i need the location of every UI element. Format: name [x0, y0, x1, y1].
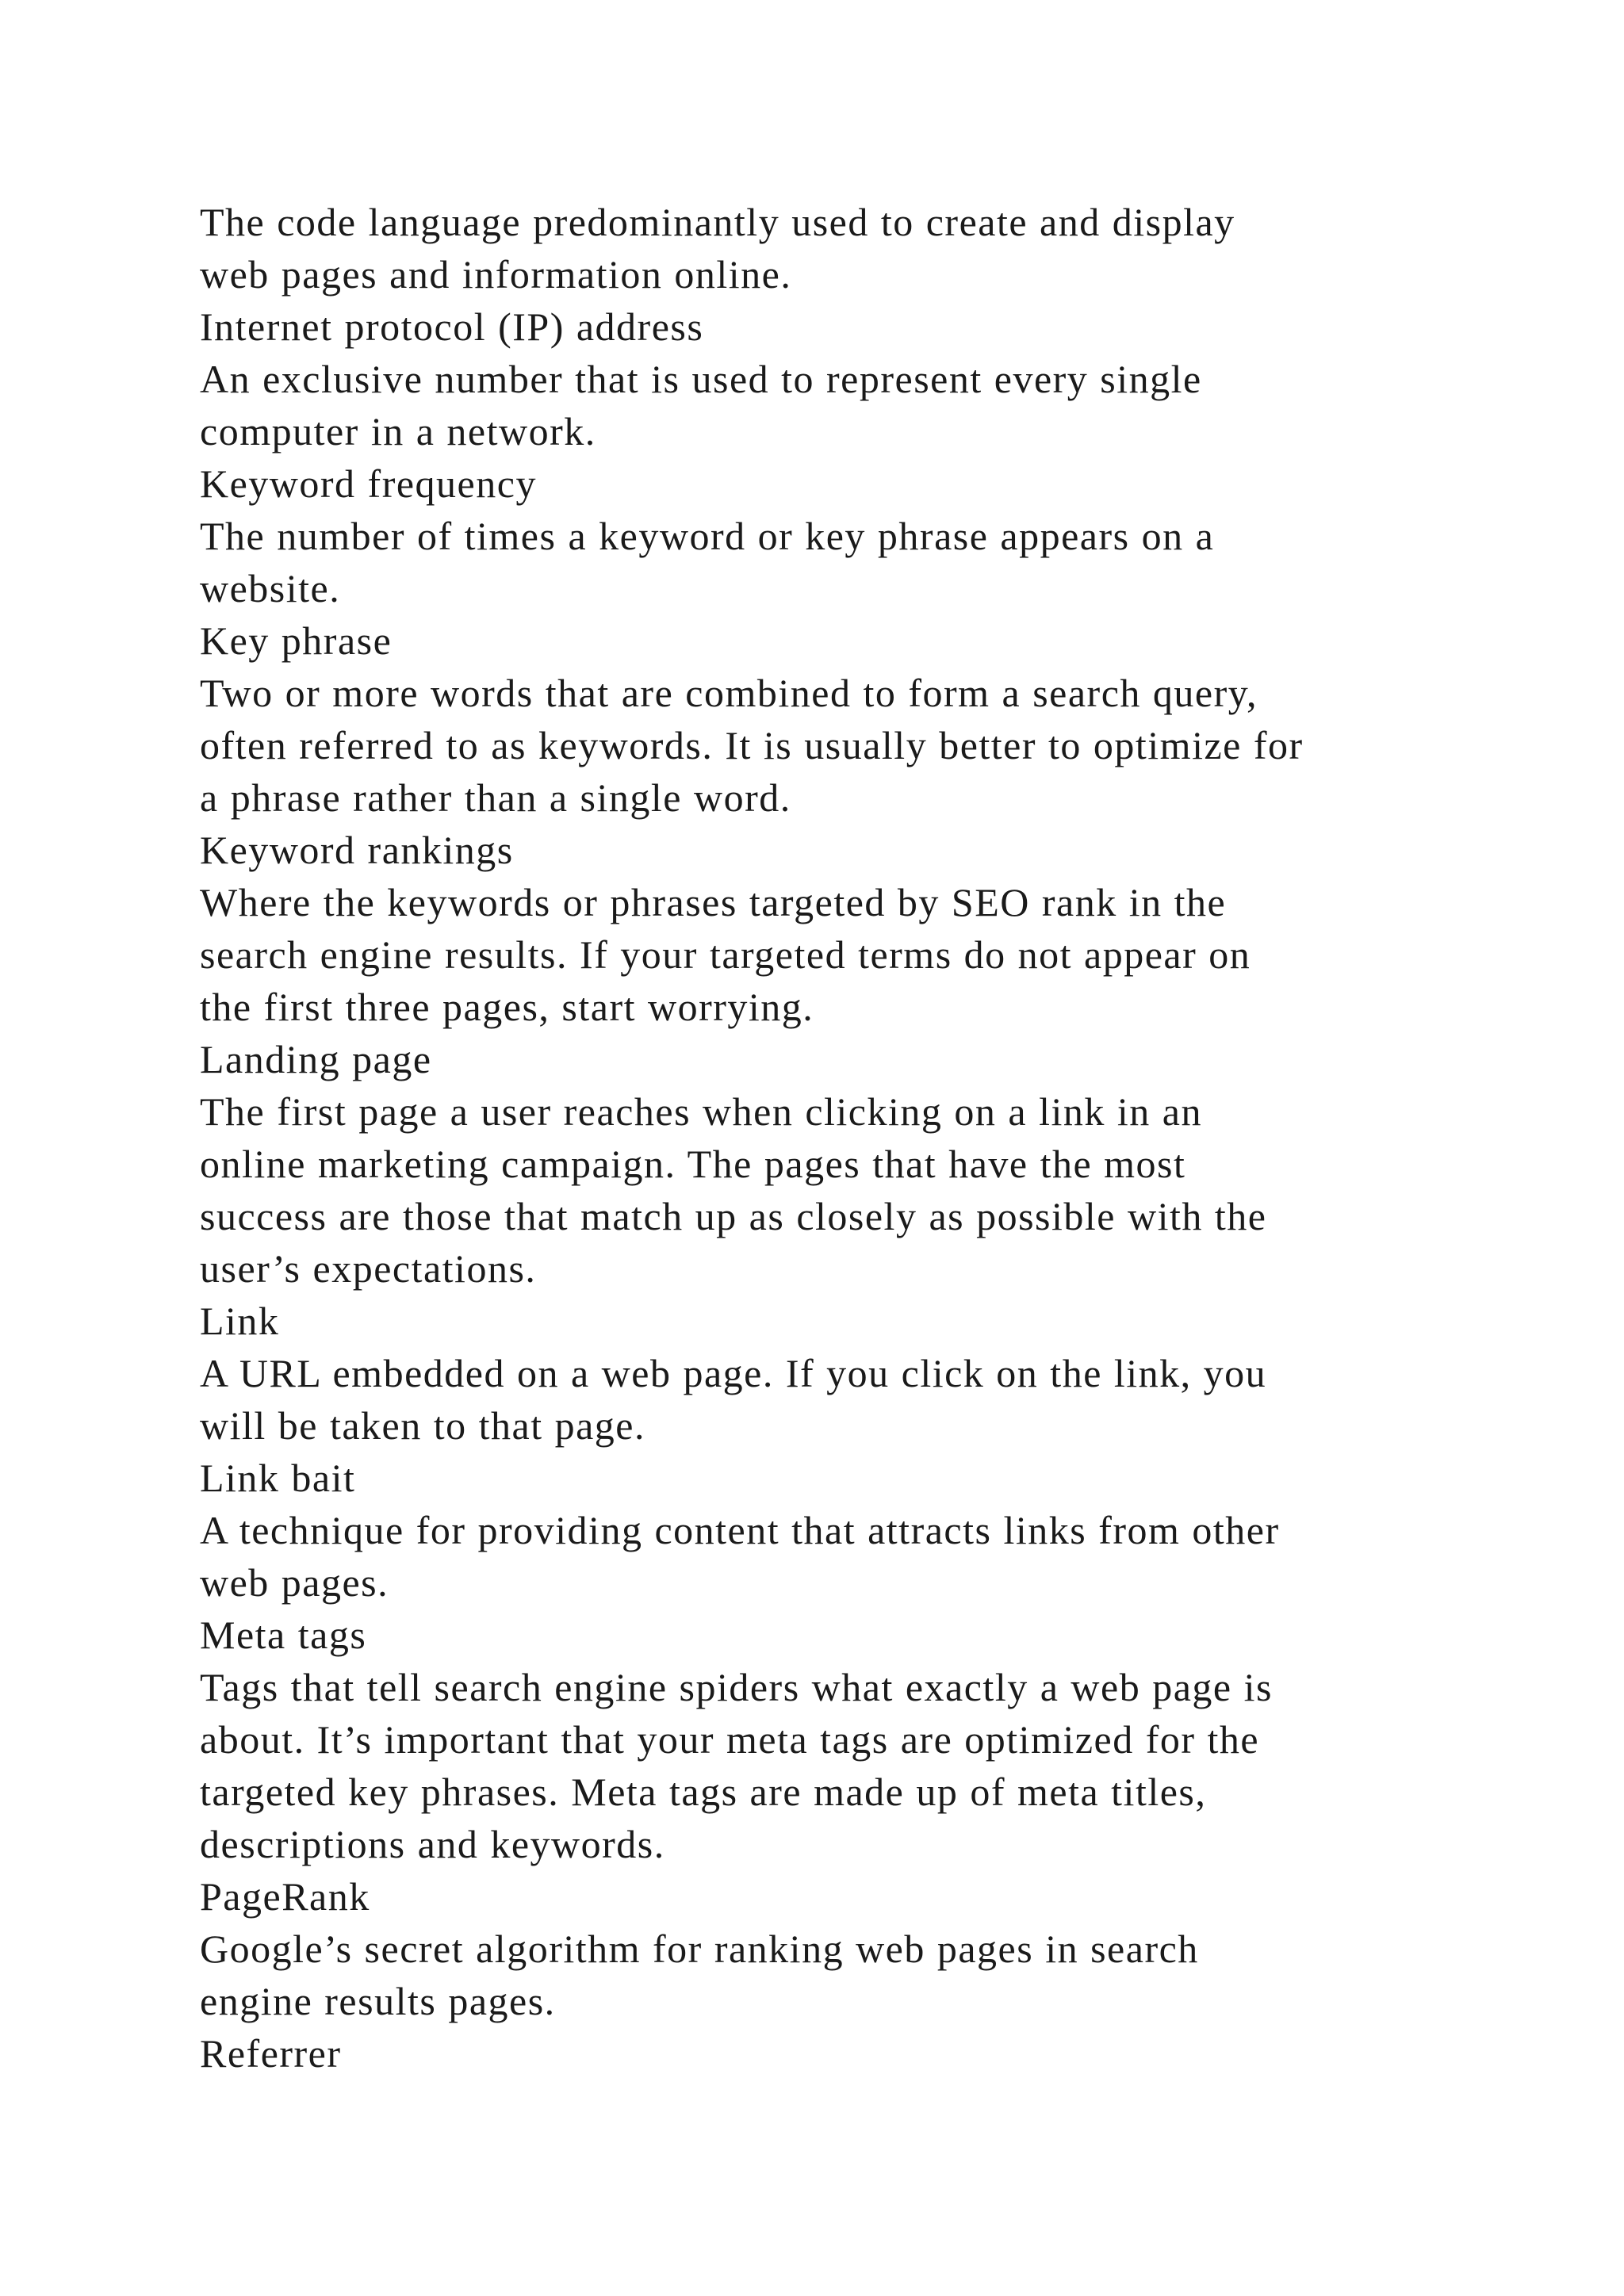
term-heading: Internet protocol (IP) address — [200, 304, 704, 349]
text-line: The number of times a keyword or key phrase appears on a — [200, 514, 1215, 558]
text-line: The first page a user reaches when clicking on a link in an — [200, 1089, 1202, 1134]
term-heading: Link bait — [200, 1456, 356, 1500]
text-line: success are those that match up as closely as possible with the — [200, 1194, 1267, 1238]
text-line: user’s expectations. — [200, 1246, 537, 1291]
text-line: targeted key phrases. Meta tags are made up of meta titles, — [200, 1770, 1207, 1814]
text-line: A URL embedded on a web page. If you click on the link, you — [200, 1351, 1267, 1395]
text-line: a phrase rather than a single word. — [200, 775, 791, 820]
text-line: Two or more words that are combined to form a search query, — [200, 671, 1258, 715]
text-line: engine results pages. — [200, 1979, 556, 2023]
term-heading: Meta tags — [200, 1613, 367, 1657]
term-heading: Keyword frequency — [200, 461, 537, 506]
term-heading: Link — [200, 1299, 280, 1343]
text-line: Where the keywords or phrases targeted by SEO rank in the — [200, 880, 1227, 924]
text-line: web pages. — [200, 1560, 389, 1605]
text-line: online marketing campaign. The pages that have the most — [200, 1142, 1186, 1186]
term-heading: Landing page — [200, 1037, 432, 1081]
text-line: website. — [200, 566, 341, 610]
text-line: the first three pages, start worrying. — [200, 985, 814, 1029]
text-line: An exclusive number that is used to represent every single — [200, 357, 1202, 401]
text-line: web pages and information online. — [200, 252, 792, 297]
text-line: will be taken to that page. — [200, 1403, 646, 1448]
text-line: about. It’s important that your meta tags are optimized for the — [200, 1717, 1260, 1762]
text-line: descriptions and keywords. — [200, 1822, 665, 1866]
text-line: Google’s secret algorithm for ranking web pages in search — [200, 1927, 1199, 1971]
text-line: computer in a network. — [200, 409, 596, 453]
text-line: often referred to as keywords. It is usually better to optimize for — [200, 723, 1304, 767]
term-heading: Keyword rankings — [200, 828, 514, 872]
document-body — [200, 196, 1508, 2080]
text-line: The code language predominantly used to create and display — [200, 200, 1235, 244]
term-heading: Referrer — [200, 2031, 342, 2076]
term-heading: Key phrase — [200, 618, 393, 663]
term-heading: PageRank — [200, 1874, 370, 1919]
text-line: Tags that tell search engine spiders what exactly a web page is — [200, 1665, 1273, 1709]
text-line: A technique for providing content that attracts links from other — [200, 1508, 1280, 1552]
text-line: search engine results. If your targeted terms do not appear on — [200, 932, 1251, 977]
